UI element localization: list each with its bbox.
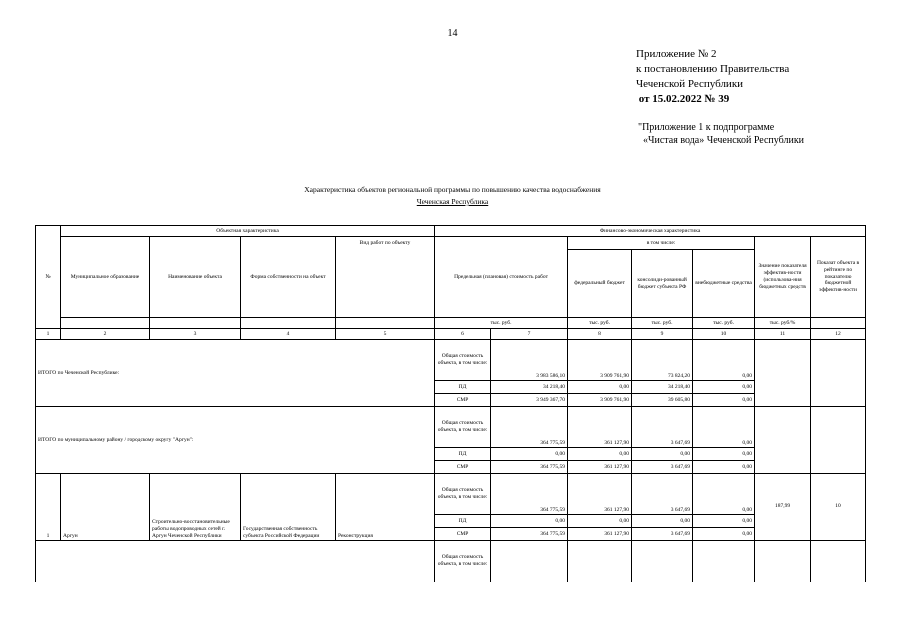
value-cell: 364 775,59 xyxy=(491,461,568,474)
value-cell: 361 127,90 xyxy=(568,474,632,515)
value-cell: 0,00 xyxy=(693,474,755,515)
object-municipality: Аргун xyxy=(61,474,150,541)
unit-consolidated: тыс. руб. xyxy=(632,318,693,329)
object-row-2-total xyxy=(36,541,866,582)
value-cell: 0,00 xyxy=(693,461,755,474)
value-cell: 39 605,80 xyxy=(632,394,693,407)
smr-label: СМР xyxy=(435,528,491,541)
total-cost-label: Общая стоимость объекта, в том числе: xyxy=(435,340,491,381)
object-row-1-total xyxy=(36,474,866,515)
value-cell: 3 647,69 xyxy=(632,407,693,448)
header-group-object: Объектная характеристика xyxy=(61,226,435,237)
header-indicator: Значение показателя эффектив-ности (использова-ния бюджетных средств xyxy=(755,237,811,318)
page-number: 14 xyxy=(447,28,458,39)
itogo-argun-total-row xyxy=(36,407,866,448)
unit-max-cost: тыс. руб. xyxy=(435,318,568,329)
quote-line-1: "Приложение 1 к подпрограмме xyxy=(638,122,775,133)
smr-label: СМР xyxy=(435,394,491,407)
value-cell: 3 647,69 xyxy=(632,461,693,474)
title-region: Чеченская Республика xyxy=(416,197,489,206)
value-cell: 0,00 xyxy=(693,381,755,394)
value-cell: 0,00 xyxy=(693,528,755,541)
pd-label: ПД xyxy=(435,515,491,528)
document-title xyxy=(0,184,905,208)
value-cell: 361 127,90 xyxy=(568,528,632,541)
object-indicator: 187,99 xyxy=(755,474,811,541)
value-cell: 364 775,59 xyxy=(491,474,568,515)
total-cost-label: Общая стоимость объекта, в том числе: xyxy=(435,474,491,515)
col-num: 9 xyxy=(632,329,693,340)
value-cell: 0,00 xyxy=(568,381,632,394)
subprogram-reference xyxy=(638,121,804,147)
itogo-republic-total-row xyxy=(36,340,866,381)
col-num: 6 xyxy=(435,329,491,340)
object-rank: 10 xyxy=(811,474,866,541)
header-object-name: Наименование объекта xyxy=(150,237,241,318)
header-federal: федеральный бюджет xyxy=(568,250,632,318)
total-cost-label: Общая стоимость объекта, в том числе: xyxy=(435,541,491,582)
value-cell: 0,00 xyxy=(693,394,755,407)
value-cell: 0,00 xyxy=(693,340,755,381)
header-max-cost: Предельная (плановая) стоимость работ xyxy=(435,237,568,318)
header-municipality: Муниципальное образование xyxy=(61,237,150,318)
pd-label: ПД xyxy=(435,448,491,461)
value-cell: 0,00 xyxy=(568,448,632,461)
value-cell: 0,00 xyxy=(693,407,755,448)
pd-label: ПД xyxy=(435,381,491,394)
header-num: № xyxy=(36,226,61,329)
appendix-date: от 15.02.2022 № 39 xyxy=(638,93,730,105)
title-main: Характеристика объектов региональной программы по повышению качества водоснабжения xyxy=(304,185,601,194)
value-cell: 0,00 xyxy=(632,515,693,528)
value-cell: 3 949 367,70 xyxy=(491,394,568,407)
value-cell: 73 824,20 xyxy=(632,340,693,381)
col-num: 11 xyxy=(755,329,811,340)
col-num: 10 xyxy=(693,329,755,340)
value-cell: 34 218,40 xyxy=(491,381,568,394)
quote-line-2 xyxy=(638,134,804,147)
unit-offbudget: тыс. руб. xyxy=(693,318,755,329)
value-cell: 364 775,59 xyxy=(491,528,568,541)
header-work-type: Вид работ по объекту xyxy=(336,237,435,318)
quote-line-2-text: «Чистая вода» Чеченской Республики xyxy=(643,135,805,146)
col-num: 3 xyxy=(150,329,241,340)
value-cell: 3 647,69 xyxy=(632,474,693,515)
value-cell: 361 127,90 xyxy=(568,407,632,448)
objects-table xyxy=(35,225,866,582)
value-cell: 0,00 xyxy=(693,515,755,528)
header-group-finance: Финансово-экономическая характеристика xyxy=(435,226,866,237)
value-cell: 3 647,69 xyxy=(632,528,693,541)
value-cell: 3 909 761,90 xyxy=(568,340,632,381)
appendix-line-3: Чеченской Республики xyxy=(636,78,744,90)
col-num: 12 xyxy=(811,329,866,340)
value-cell: 34 218,40 xyxy=(632,381,693,394)
value-cell: 0,00 xyxy=(568,515,632,528)
appendix-line-1: Приложение № 2 xyxy=(636,48,717,60)
col-num: 5 xyxy=(336,329,435,340)
itogo-republic-label: ИТОГО по Чеченской Республике: xyxy=(36,340,435,407)
itogo-argun-label: ИТОГО по муниципальному району / городскому округу "Аргун": xyxy=(36,407,435,474)
smr-label: СМР xyxy=(435,461,491,474)
header-efficiency: Показат объекта в рейтинге по показателю бюджетной эффектив-ности xyxy=(811,237,866,318)
value-cell: 364 775,59 xyxy=(491,407,568,448)
unit-indicator: тыс. руб/% xyxy=(755,318,811,329)
value-cell: 0,00 xyxy=(491,448,568,461)
value-cell: 0,00 xyxy=(632,448,693,461)
column-number-row xyxy=(36,329,866,340)
unit-federal: тыс. руб. xyxy=(568,318,632,329)
value-cell: 361 127,90 xyxy=(568,461,632,474)
col-num: 2 xyxy=(61,329,150,340)
header-offbudget: внебюджетные средства xyxy=(693,250,755,318)
value-cell: 0,00 xyxy=(693,448,755,461)
header-ownership: Форма собственности на объект xyxy=(241,237,336,318)
object-ownership: Государственная собственность субъекта Российской Федерации xyxy=(241,474,336,541)
appendix-heading xyxy=(636,47,789,107)
appendix-line-2: к постановлению Правительства xyxy=(636,63,790,75)
object-work-type: Реконструкция xyxy=(336,474,435,541)
object-num: 1 xyxy=(36,474,61,541)
header-in-total: в том числе: xyxy=(568,237,755,250)
col-num: 1 xyxy=(36,329,61,340)
object-name: Строительно-восстановительные работы водопроводных сетей г. Аргун Чеченской Республики xyxy=(150,474,241,541)
col-num: 7 xyxy=(491,329,568,340)
total-cost-label: Общая стоимость объекта, в том числе: xyxy=(435,407,491,448)
value-cell: 0,00 xyxy=(491,515,568,528)
col-num: 4 xyxy=(241,329,336,340)
header-consolidated: консолиди-рованный бюджет субъекта РФ xyxy=(632,250,693,318)
value-cell: 3 909 761,90 xyxy=(568,394,632,407)
col-num: 8 xyxy=(568,329,632,340)
appendix-line-4 xyxy=(636,92,789,107)
value-cell: 3 983 586,10 xyxy=(491,340,568,381)
